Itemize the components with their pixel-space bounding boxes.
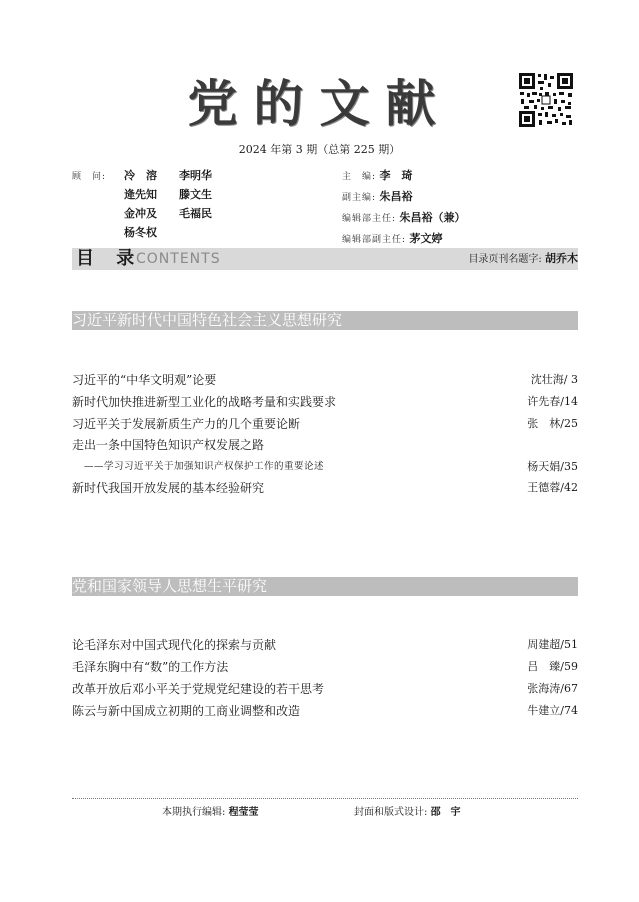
article-title[interactable]: 陈云与新中国成立初期的工商业调整和改造 (72, 704, 301, 718)
designer-name: 邵 宇 (430, 807, 461, 818)
issue-number: 2024 年第 3 期（总第 225 期） (238, 143, 401, 156)
article-page: /35 (560, 460, 578, 473)
footer-divider (72, 798, 578, 799)
article-page: /67 (560, 682, 578, 695)
dept-head: 朱昌裕（兼） (399, 211, 466, 224)
article-title[interactable]: 改革开放后邓小平关于党规党纪建设的若干思考 (72, 682, 325, 696)
article-title[interactable]: 新时代我国开放发展的基本经验研究 (72, 481, 265, 495)
exec-editor-credit: 本期执行编辑: 程莹莹 (162, 807, 259, 818)
deputy-dept-head-row: 编辑部副主任: 茅文婷 (342, 232, 443, 245)
article-page: /59 (560, 660, 578, 673)
article-author: 张 林 (527, 417, 561, 430)
journal-title: 党的文献 (187, 74, 452, 133)
exec-editor-name: 程莹莹 (228, 807, 259, 818)
calligraphy-credit: 目录页刊名题字: 胡乔木 (468, 252, 578, 265)
article-title[interactable]: 习近平的“中华文明观”论要 (72, 373, 217, 387)
dept-head-row: 编辑部主任: 朱昌裕（兼） (342, 211, 466, 224)
article-page: / 3 (563, 373, 578, 386)
article-subtitle[interactable]: ——学习习近平关于加强知识产权保护工作的重要论述 (84, 461, 325, 472)
article-page: /51 (560, 638, 578, 651)
article-title[interactable]: 毛泽东胸中有“数”的工作方法 (72, 660, 229, 674)
advisor-name: 金冲及 (124, 207, 157, 220)
deputy-editor: 朱昌裕 (379, 190, 413, 203)
deputy-dept-head: 茅文婷 (409, 232, 443, 245)
article-page: /14 (560, 395, 578, 408)
advisor-name: 毛福民 (179, 207, 212, 220)
advisor-name: 逄先知 (124, 188, 157, 201)
article-title[interactable]: 习近平关于发展新质生产力的几个重要论断 (72, 417, 301, 431)
article-title[interactable]: 走出一条中国特色知识产权发展之路 (72, 438, 265, 452)
advisor-name: 李明华 (179, 169, 212, 182)
article-author: 杨天娟 (527, 460, 561, 473)
article-title[interactable]: 新时代加快推进新型工业化的战略考量和实践要求 (72, 395, 337, 409)
advisors-label: 顾 问: (72, 172, 107, 182)
deputy-editor-row: 副主编: 朱昌裕 (342, 190, 413, 203)
section-heading: 党和国家领导人思想生平研究 (72, 577, 578, 596)
calligraphy-author: 胡乔木 (545, 252, 578, 265)
advisors-list (124, 166, 234, 242)
article-author: 许先春 (527, 395, 561, 408)
editor-in-chief: 李 琦 (379, 169, 413, 182)
article-author: 王德蓉 (527, 481, 561, 494)
contents-heading-en: CONTENTS (136, 251, 221, 267)
article-page: /42 (560, 481, 578, 494)
article-author: 张海涛 (527, 682, 561, 695)
section-heading: 习近平新时代中国特色社会主义思想研究 (72, 311, 578, 330)
article-author: 吕 臻 (527, 660, 561, 673)
article-author: 周建超 (527, 638, 561, 651)
contents-heading: 目 录 (76, 248, 143, 269)
advisor-name: 杨冬权 (124, 226, 157, 239)
article-page: /25 (560, 417, 578, 430)
editor-in-chief-row: 主 编: 李 琦 (342, 169, 413, 182)
designer-credit: 封面和版式设计: 邵 宇 (354, 807, 461, 818)
advisor-name: 滕文生 (179, 188, 212, 201)
article-title[interactable]: 论毛泽东对中国式现代化的探索与贡献 (72, 638, 277, 652)
qr-code-icon (518, 72, 574, 128)
article-author: 牛建立 (527, 704, 561, 717)
editorial-staff (342, 166, 542, 250)
article-page: /74 (560, 704, 578, 717)
advisor-name: 冷 溶 (124, 169, 157, 182)
article-author: 沈壮海 (530, 373, 564, 386)
